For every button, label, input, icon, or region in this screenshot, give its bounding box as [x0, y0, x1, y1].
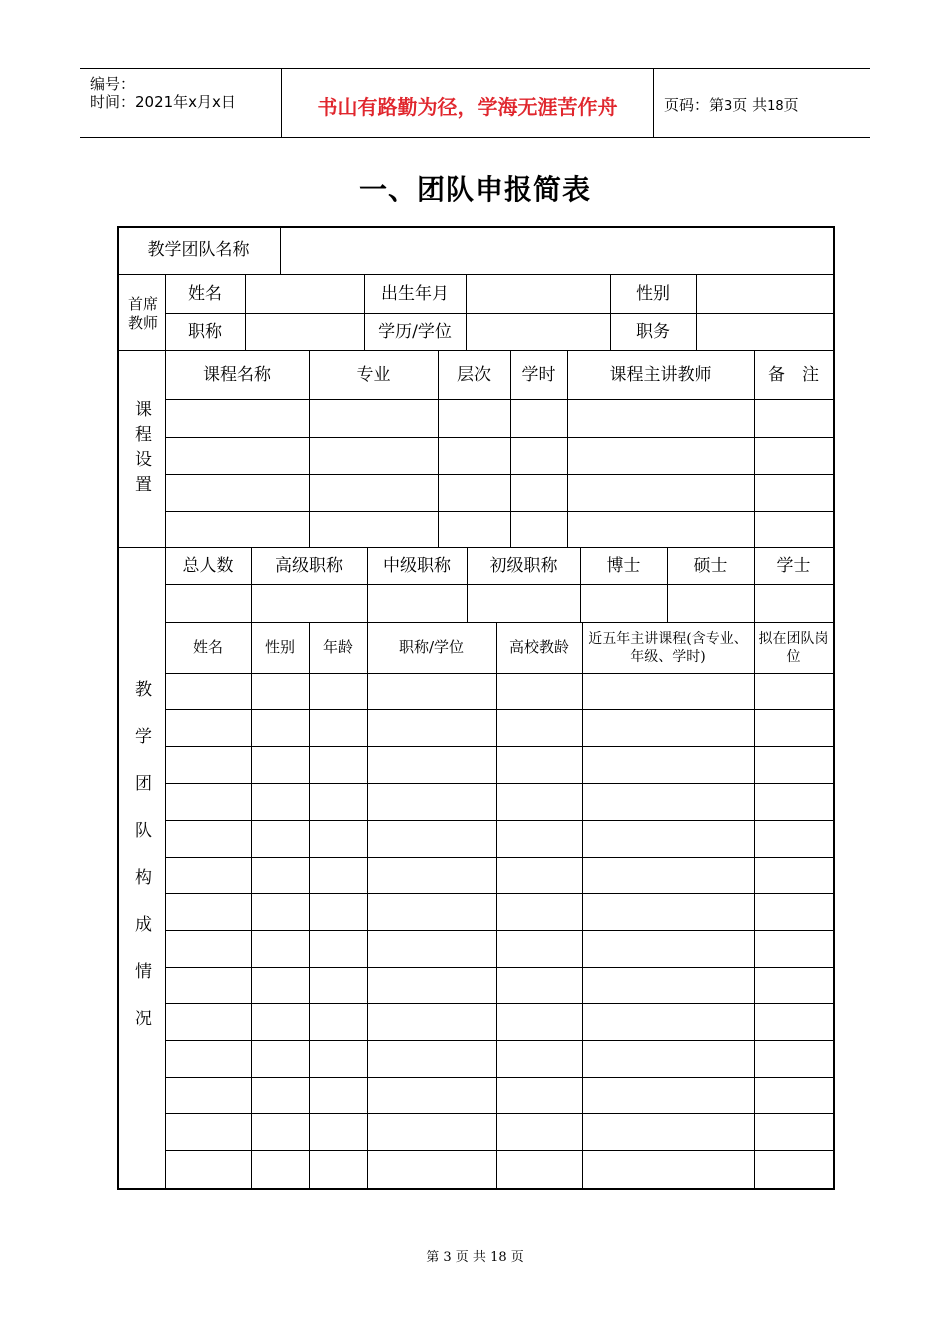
member-row-divider-1	[165, 709, 833, 710]
course-name-header: 课程名称	[203, 364, 271, 385]
course-header-divider	[165, 399, 833, 400]
bachelor-header: 学士	[776, 555, 811, 576]
member-title-degree-header: 职称/学位	[398, 638, 465, 657]
member-team-role-header: 拟在团队岗位	[758, 630, 829, 665]
chief-col-divider-4	[610, 275, 611, 351]
member-row-divider-11	[165, 1077, 833, 1078]
member-row-divider-12	[165, 1113, 833, 1114]
member-row-divider-6	[165, 893, 833, 894]
page-header	[80, 68, 870, 138]
chief-title-label: 职称	[188, 321, 222, 342]
total-count-header: 总人数	[182, 555, 234, 576]
chief-col-divider-3	[466, 275, 467, 351]
chief-birth-label: 出生年月	[381, 283, 449, 304]
course-major-header: 专业	[356, 364, 391, 385]
member-row-divider-2	[165, 746, 833, 747]
course-row-divider-0	[165, 437, 833, 438]
header-meta-cell	[80, 69, 282, 137]
footer-suffix: 页	[510, 1250, 524, 1265]
document-number-label: 编号：	[90, 75, 136, 93]
chief-col-divider-0	[165, 275, 166, 351]
junior-title-header: 初级职称	[489, 555, 558, 576]
footer-page-current: 3	[443, 1250, 452, 1265]
course-section-label: 课程设置	[131, 399, 152, 500]
team-name-label: 教学团队名称	[147, 240, 250, 261]
team-name-input[interactable]	[280, 226, 833, 275]
member-row-divider-5	[165, 857, 833, 858]
header-page-cell	[654, 69, 870, 137]
chief-teacher-label: 首席教师	[127, 294, 158, 332]
team-composition-label: 教学团队构成情况	[131, 680, 152, 1056]
course-teacher-header: 课程主讲教师	[609, 364, 712, 385]
member-col-divider-2	[309, 623, 310, 1188]
page-footer	[0, 1246, 950, 1265]
member-name-header: 姓名	[192, 638, 223, 657]
member-col-divider-4	[496, 623, 497, 1188]
course-hours-header: 学时	[521, 364, 556, 385]
member-gender-header: 性别	[264, 638, 295, 657]
header-page-indicator	[664, 94, 799, 115]
footer-page-total: 18	[490, 1250, 507, 1265]
chief-degree-label: 学历/学位	[378, 321, 452, 342]
member-row-divider-9	[165, 1003, 833, 1004]
senior-title-header: 高级职称	[275, 555, 343, 576]
course-level-header: 层次	[457, 364, 491, 385]
document-date-label: 时间：2021年x月x日	[90, 93, 236, 111]
header-page-suffix: 页	[783, 96, 799, 114]
member-row-divider-8	[165, 967, 833, 968]
team-name-col-divider	[280, 226, 281, 275]
member-col-divider-0	[165, 623, 166, 1188]
team-application-form	[117, 226, 833, 1188]
course-row-divider-2	[165, 511, 833, 512]
member-col-divider-5	[582, 623, 583, 1188]
course-remark-header: 备 注	[768, 364, 819, 385]
footer-mid: 页 共	[455, 1250, 486, 1265]
chief-col-divider-5	[696, 275, 697, 351]
course-row-divider-1	[165, 474, 833, 475]
member-row-divider-10	[165, 1040, 833, 1041]
team-name-row-divider	[117, 274, 833, 275]
member-row-divider-3	[165, 783, 833, 784]
header-motto-cell	[282, 69, 654, 137]
page-title: 一、团队申报简表	[358, 173, 591, 206]
middle-title-header: 中级职称	[383, 555, 451, 576]
member-row-divider-4	[165, 820, 833, 821]
header-page-prefix: 页码：第	[664, 96, 725, 114]
member-col-divider-1	[251, 623, 252, 1188]
chief-col-divider-2	[364, 275, 365, 351]
header-motto: 书山有路勤为径，学海无涯苦作舟	[317, 95, 618, 119]
chief-col-divider-1	[245, 275, 246, 351]
member-recent-courses-header: 近五年主讲课程(含专业、年级、学时)	[588, 630, 748, 665]
chief-name-label: 姓名	[188, 283, 222, 304]
header-page-current: 3	[724, 99, 733, 114]
master-header: 硕士	[693, 555, 728, 576]
footer-prefix: 第	[426, 1250, 440, 1265]
summary-header-divider	[165, 584, 833, 585]
member-row-divider-7	[165, 930, 833, 931]
phd-header: 博士	[606, 555, 641, 576]
member-row-divider-0	[165, 673, 833, 674]
member-col-divider-6	[754, 623, 755, 1188]
chief-row-divider	[165, 313, 833, 314]
header-page-total: 18	[767, 99, 784, 114]
chief-gender-label: 性别	[636, 283, 670, 304]
member-teaching-years-header: 高校教龄	[508, 638, 569, 657]
header-page-mid: 页 共	[732, 96, 768, 114]
chief-position-label: 职务	[636, 321, 670, 342]
member-row-divider-13	[165, 1150, 833, 1151]
member-age-header: 年龄	[322, 638, 353, 657]
member-col-divider-3	[367, 623, 368, 1188]
